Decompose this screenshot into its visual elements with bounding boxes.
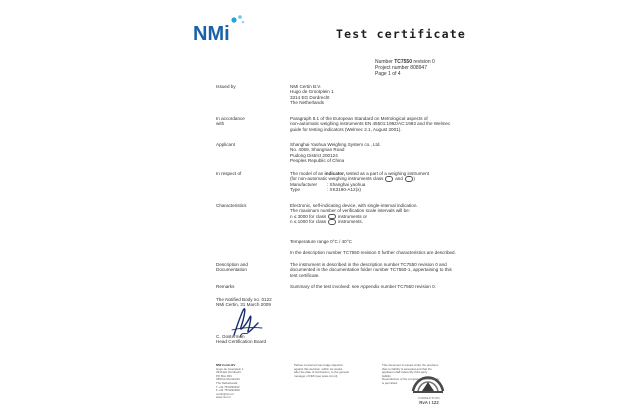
label-line: In accordance: [216, 116, 245, 121]
section-label: In respect of: [216, 171, 242, 176]
text-line: test certificate.: [290, 272, 320, 278]
section-label: Remarks: [216, 284, 235, 289]
section-content: [290, 171, 530, 193]
section-content: [290, 116, 530, 132]
nmi-logo-mark: [191, 13, 249, 47]
text-line: non-automatic weighing instruments EN 45501:1992/AC:1993 and the Welmec: [290, 121, 451, 127]
text-line: Peoples Republic of China: [290, 158, 345, 164]
text-line: The maximum number of verification scale intervals will be:: [290, 208, 410, 214]
label-line: with: [216, 121, 225, 127]
signatory-role: Head Certification Board: [216, 339, 267, 345]
text-line: (for non-automatic weighing instruments class and ): [290, 176, 415, 182]
svg-text:NMi: NMi: [193, 23, 230, 45]
class-mark-icon: [405, 176, 413, 182]
signatory: [216, 334, 266, 345]
class-mark-icon: [328, 219, 336, 225]
section-content: [290, 262, 530, 278]
text-line: The instrument is described in the description number TC7550 revision 0 and: [290, 262, 447, 267]
rva-emblem-icon: [411, 367, 445, 395]
text-line: Hugo de Grootplein 1: [290, 89, 334, 95]
page-title: Test certificate: [336, 27, 466, 41]
section-content: [290, 203, 530, 225]
text-line: Pudong District 200124: [290, 152, 338, 158]
label-line: Documentation: [216, 267, 247, 273]
label-line: Description and: [216, 262, 248, 267]
text-line: The Notified Body no. 0122: [216, 297, 272, 302]
reference-block: [375, 59, 435, 77]
text-line: documented in the documentation folder number TC7550-1, appertaining to this: [290, 267, 452, 273]
text-line: Paragraph 8.1 of the European Standard on Metrological aspects of: [290, 116, 428, 121]
section-content: [290, 142, 530, 164]
badge-label: INSPECTION: [418, 396, 440, 400]
text-line: Shanghai Yaohua Weighing System co., Ltd.: [290, 142, 381, 147]
section-label: [216, 116, 286, 127]
text-line: 3314 EG Dordrecht: [290, 94, 330, 100]
footer-address: NMi Certin BV Hugo de Grootplein 1 3314 EG Dordrecht PO Box 394 3300 AJ Dordrecht The Netherlands T +31 78 6332332 F +31 78 6332309 certin@nmi.nl www.nmi.nl: [216, 363, 244, 400]
section-label: Applicant: [216, 142, 235, 147]
type-row: Type : XK3190-A12(x): [290, 187, 361, 193]
text-line: No. 4059, Shangnan Road: [290, 147, 345, 153]
text-line: The Netherlands: [290, 100, 324, 106]
text-line: n ≤ 3000 for class instruments or: [290, 213, 368, 219]
footer-objection-note: Parties concerned can lodge objection against this decision, within six weeks after the date of submission, to the general manager of NMi (see www.nmi.nl).: [294, 363, 349, 378]
footer-liability-note: This document is issued under the provision that no liability is accepted and that the applicant shall indemnify third-party liability. Reproduction of the complete document only is permitted.: [382, 363, 440, 385]
section-content: [290, 84, 530, 106]
text-line: Electronic, self-indicating device, with single-interval indication.: [290, 203, 418, 208]
further-characteristics: In the description number TC7550 revision 0 further characteristics are described.: [290, 250, 456, 255]
signatory-name: C. Oosterman: [216, 334, 245, 339]
text-line: n ≤ 1000 for class instruments.: [290, 219, 364, 225]
text-line: NMi Certin, 31 March 2009: [216, 302, 271, 308]
section-label: Issued by: [216, 84, 236, 89]
certificate-number: Number TC7550 revision 0: [375, 59, 435, 65]
nmi-logo: [191, 13, 249, 47]
temperature-range: Temperature range 0°C / 40°C: [290, 239, 352, 244]
text-line: guide for testing indicators (Welmec 2.1, August 2001).: [290, 126, 402, 132]
section-label: [216, 262, 286, 273]
text-line: NMi Certin B.V.: [290, 84, 322, 89]
class-mark-icon: [385, 176, 393, 182]
page-number: Page 1 of 4: [375, 71, 401, 77]
manufacturer-row: Manufacturer : Shanghai yaohua: [290, 182, 366, 187]
section-label: Characteristics: [216, 203, 247, 208]
badge-number: RvA I 122: [419, 400, 439, 405]
text-line: The model of an indicator, tested as a part of a weighing instrument: [290, 171, 429, 176]
project-number: Project number 808947: [375, 65, 427, 71]
section-content: Summary of the test involved: see Appendix number TC7550 revision 0.: [290, 284, 436, 289]
